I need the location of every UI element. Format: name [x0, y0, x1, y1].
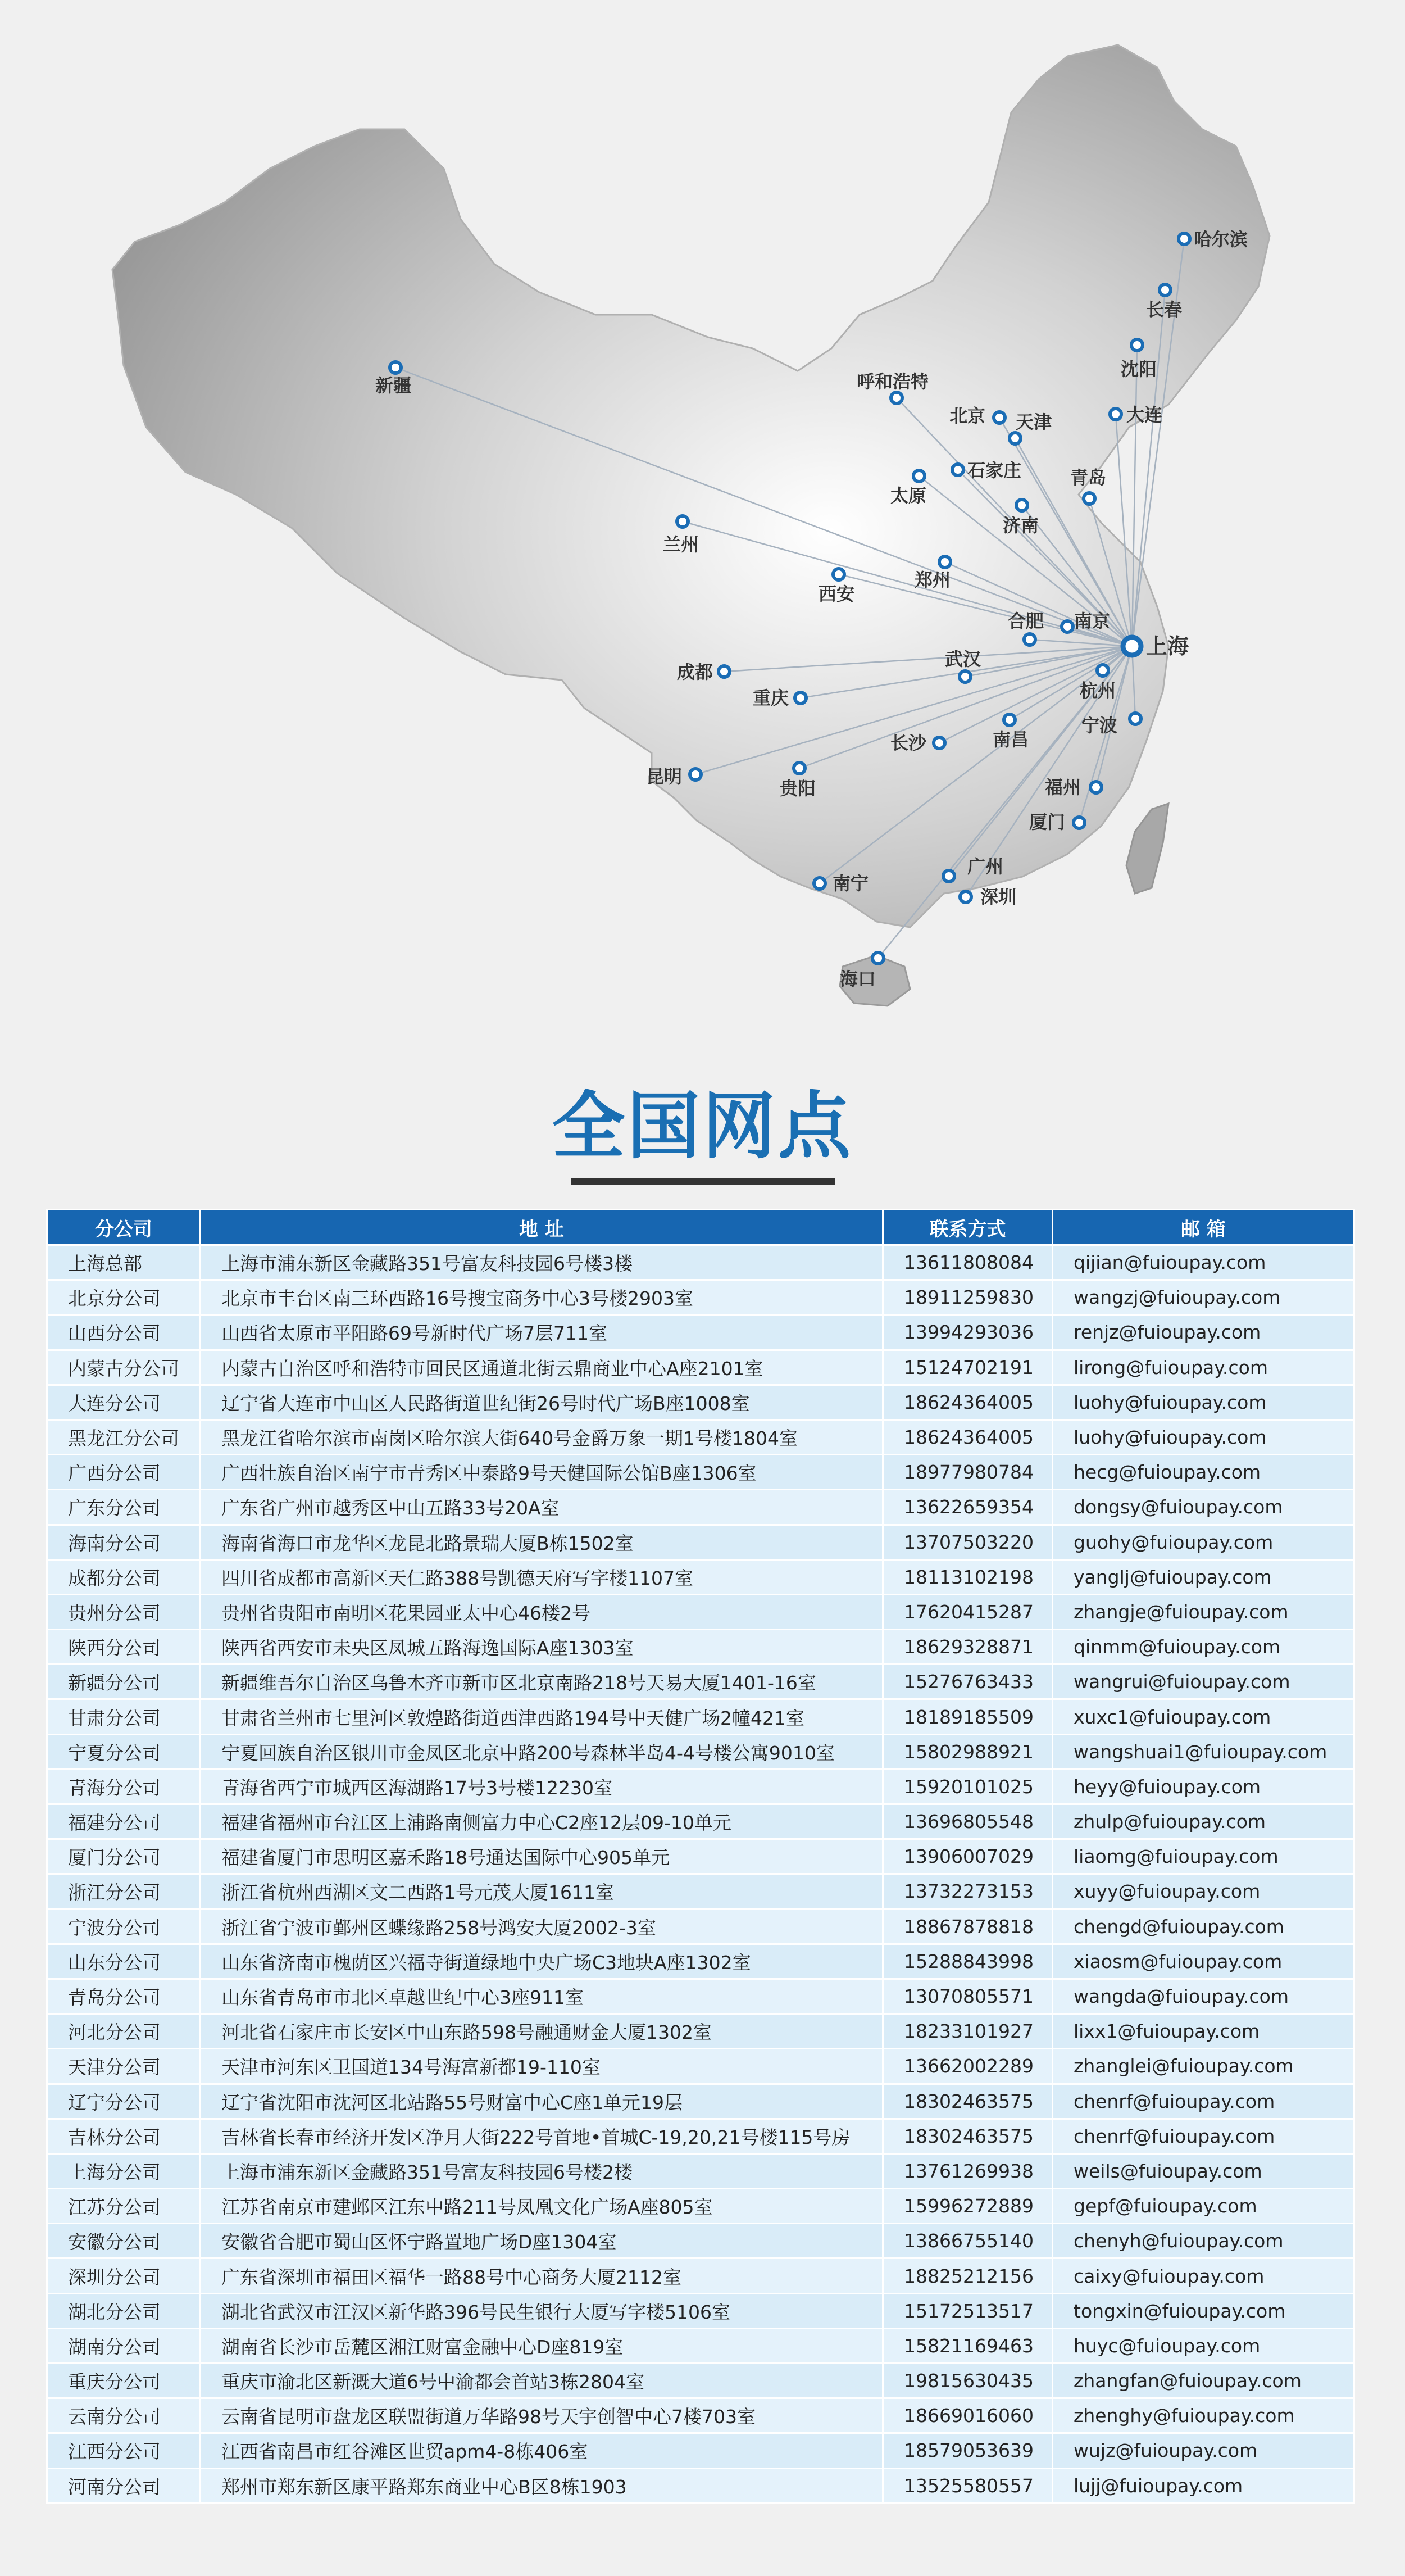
cell-branch: 宁夏分公司	[47, 1734, 201, 1769]
cell-branch: 山东分公司	[47, 1944, 201, 1979]
cell-address: 宁夏回族自治区银川市金凤区北京中路200号森林半岛4-4号楼公寓9010室	[201, 1734, 883, 1769]
cell-email[interactable]: gepf@fuioupay.com	[1053, 2189, 1354, 2224]
cell-address: 江苏省南京市建邺区江东中路211号凤凰文化广场A座805室	[201, 2189, 883, 2224]
cell-address: 新疆维吾尔自治区乌鲁木齐市新市区北京南路218号天易大厦1401-16室	[201, 1665, 883, 1699]
label-guiyang: 贵阳	[780, 778, 816, 799]
table-row	[47, 2224, 1354, 2258]
cell-branch: 黑龙江分公司	[47, 1419, 201, 1454]
cell-branch: 湖北分公司	[47, 2293, 201, 2328]
table-row	[47, 2258, 1354, 2293]
label-shenzhen: 深圳	[980, 886, 1017, 908]
cell-branch: 重庆分公司	[47, 2364, 201, 2398]
header-address: 地 址	[201, 1210, 883, 1245]
cell-branch: 湖南分公司	[47, 2328, 201, 2363]
cell-phone: 18113102198	[883, 1559, 1053, 1594]
cell-branch: 陕西分公司	[47, 1630, 201, 1665]
label-qingdao: 青岛	[1070, 467, 1107, 488]
cell-email[interactable]: luohy@fuioupay.com	[1053, 1385, 1354, 1419]
marker-nanchang[interactable]	[1004, 714, 1015, 725]
label-changchun: 长春	[1146, 299, 1183, 320]
cell-phone: 18579053639	[883, 2433, 1053, 2468]
label-taiyuan: 太原	[890, 485, 927, 506]
cell-address: 福建省福州市台江区上浦路南侧富力中心C2座12层09-10单元	[201, 1804, 883, 1839]
label-harbin: 哈尔滨	[1194, 229, 1248, 250]
table-row	[47, 2328, 1354, 2363]
table-row	[47, 2433, 1354, 2468]
label-dalian: 大连	[1126, 404, 1163, 425]
label-nanchang: 南昌	[993, 729, 1029, 750]
cell-phone: 13707503220	[883, 1525, 1053, 1559]
table-row	[47, 1455, 1354, 1490]
cell-address: 河北省石家庄市长安区中山东路598号融通财金大厦1302室	[201, 2014, 883, 2049]
cell-phone: 15172513517	[883, 2293, 1053, 2328]
cell-email[interactable]: zhangfan@fuioupay.com	[1053, 2364, 1354, 2398]
cell-address: 云南省昆明市盘龙区联盟街道万华路98号天宇创智中心7楼703室	[201, 2398, 883, 2433]
marker-shanghai-hq[interactable]	[1123, 637, 1141, 655]
cell-branch: 江西分公司	[47, 2433, 201, 2468]
cell-email[interactable]: lujj@fuioupay.com	[1053, 2468, 1354, 2503]
cell-phone: 15276763433	[883, 1665, 1053, 1699]
marker-xian[interactable]	[833, 569, 844, 580]
label-chengdu: 成都	[677, 661, 713, 683]
marker-shenyang[interactable]	[1131, 339, 1143, 351]
table-row	[47, 1944, 1354, 1979]
cell-email[interactable]: chenrf@fuioupay.com	[1053, 2119, 1354, 2153]
cell-email[interactable]: guohy@fuioupay.com	[1053, 1525, 1354, 1559]
cell-address: 江西省南昌市红谷滩区世贸apm4-8栋406室	[201, 2433, 883, 2468]
table-row	[47, 1630, 1354, 1665]
cell-email[interactable]: caixy@fuioupay.com	[1053, 2258, 1354, 2293]
cell-address: 辽宁省大连市中山区人民路街道世纪街26号时代广场B座1008室	[201, 1385, 883, 1419]
table-row	[47, 1315, 1354, 1350]
cell-email[interactable]: zhenghy@fuioupay.com	[1053, 2398, 1354, 2433]
cell-branch: 山西分公司	[47, 1315, 201, 1350]
label-beijing: 北京	[949, 405, 986, 427]
table-row	[47, 2189, 1354, 2224]
label-changsha: 长沙	[890, 732, 927, 754]
label-shanghai-hq: 上海	[1146, 634, 1189, 659]
cell-address: 广西壮族自治区南宁市青秀区中泰路9号天健国际公馆B座1306室	[201, 1455, 883, 1490]
cell-address: 黑龙江省哈尔滨市南岗区哈尔滨大街640号金爵万象一期1号楼1804室	[201, 1419, 883, 1454]
cell-email[interactable]: zhanglei@fuioupay.com	[1053, 2049, 1354, 2084]
cell-branch: 辽宁分公司	[47, 2084, 201, 2119]
marker-guangzhou[interactable]	[943, 870, 954, 882]
cell-address: 辽宁省沈阳市沈河区北站路55号财富中心C座1单元19层	[201, 2084, 883, 2119]
cell-address: 山东省济南市槐荫区兴福寺街道绿地中央广场C3地块A座1302室	[201, 1944, 883, 1979]
table-row	[47, 1419, 1354, 1454]
cell-branch: 广东分公司	[47, 1490, 201, 1525]
cell-branch: 天津分公司	[47, 2049, 201, 2084]
cell-email[interactable]: tongxin@fuioupay.com	[1053, 2293, 1354, 2328]
cell-email[interactable]: lirong@fuioupay.com	[1053, 1350, 1354, 1385]
cell-branch: 浙江分公司	[47, 1874, 201, 1909]
table-row	[47, 2364, 1354, 2398]
marker-nanjing[interactable]	[1062, 621, 1073, 632]
cell-email[interactable]: huyc@fuioupay.com	[1053, 2328, 1354, 2363]
cell-address: 安徽省合肥市蜀山区怀宁路置地广场D座1304室	[201, 2224, 883, 2258]
marker-kunming[interactable]	[690, 769, 701, 780]
label-hangzhou: 杭州	[1080, 680, 1116, 701]
cell-branch: 吉林分公司	[47, 2119, 201, 2153]
cell-address: 海南省海口市龙华区龙昆北路景瑞大厦B栋1502室	[201, 1525, 883, 1559]
table-row	[47, 1769, 1354, 1804]
cell-branch: 河南分公司	[47, 2468, 201, 2503]
table-row	[47, 1874, 1354, 1909]
cell-branch: 青岛分公司	[47, 1979, 201, 2013]
page-title: 全国网点	[552, 1083, 853, 1169]
marker-shenzhen[interactable]	[960, 891, 971, 902]
cell-branch: 上海总部	[47, 1245, 201, 1280]
cell-address: 重庆市渝北区新溉大道6号中渝都会首站3栋2804室	[201, 2364, 883, 2398]
cell-phone: 13906007029	[883, 1839, 1053, 1874]
marker-nanning[interactable]	[814, 878, 825, 889]
cell-phone: 13866755140	[883, 2224, 1053, 2258]
cell-phone: 13611808084	[883, 1245, 1053, 1280]
cell-email[interactable]: renjz@fuioupay.com	[1053, 1315, 1354, 1350]
cell-address: 湖北省武汉市江汉区新华路396号民生银行大厦写字楼5106室	[201, 2293, 883, 2328]
cell-address: 浙江省杭州西湖区文二西路1号元茂大厦1611室	[201, 1874, 883, 1909]
cell-address: 上海市浦东新区金藏路351号富友科技园6号楼3楼	[201, 1245, 883, 1280]
branch-table	[46, 1209, 1355, 2504]
cell-phone: 18302463575	[883, 2084, 1053, 2119]
cell-address: 山西省太原市平阳路69号新时代广场7层711室	[201, 1315, 883, 1350]
label-nanning: 南宁	[833, 873, 869, 894]
cell-branch: 大连分公司	[47, 1385, 201, 1419]
marker-chongqing[interactable]	[795, 692, 806, 704]
marker-harbin[interactable]	[1179, 233, 1190, 244]
cell-phone: 18624364005	[883, 1385, 1053, 1419]
cell-branch: 厦门分公司	[47, 1839, 201, 1874]
cell-branch: 北京分公司	[47, 1280, 201, 1315]
table-row	[47, 2084, 1354, 2119]
label-shenyang: 沈阳	[1121, 359, 1157, 380]
cell-phone: 18629328871	[883, 1630, 1053, 1665]
label-tianjin: 天津	[1016, 411, 1052, 433]
cell-phone: 15802988921	[883, 1734, 1053, 1769]
cell-phone: 13622659354	[883, 1490, 1053, 1525]
marker-beijing[interactable]	[994, 412, 1005, 423]
table-row	[47, 1734, 1354, 1769]
cell-address: 天津市河东区卫国道134号海富新都19-110室	[201, 2049, 883, 2084]
cell-email[interactable]: zhulp@fuioupay.com	[1053, 1804, 1354, 1839]
label-kunming: 昆明	[646, 766, 683, 787]
table-row	[47, 1979, 1354, 2013]
marker-hohhot[interactable]	[891, 392, 902, 403]
label-fuzhou: 福州	[1045, 777, 1081, 798]
cell-branch: 江苏分公司	[47, 2189, 201, 2224]
label-hefei: 合肥	[1008, 610, 1044, 632]
cell-branch: 福建分公司	[47, 1804, 201, 1839]
table-row	[47, 1490, 1354, 1525]
table-row	[47, 1665, 1354, 1699]
cell-address: 吉林省长春市经济开发区净月大街222号首地•首城C-19,20,21号楼115号房	[201, 2119, 883, 2153]
cell-phone: 18911259830	[883, 1280, 1053, 1315]
cell-address: 郑州市郑东新区康平路郑东商业中心B区8栋1903	[201, 2468, 883, 2503]
marker-shijiazhuang[interactable]	[952, 464, 963, 475]
cell-email[interactable]: xuyy@fuioupay.com	[1053, 1874, 1354, 1909]
cell-phone: 13761269938	[883, 2153, 1053, 2188]
cell-phone: 18977980784	[883, 1455, 1053, 1490]
cell-branch: 成都分公司	[47, 1559, 201, 1594]
cell-phone: 13070805571	[883, 1979, 1053, 2013]
label-haikou: 海口	[840, 968, 876, 990]
table-row	[47, 1909, 1354, 1944]
marker-chengdu[interactable]	[719, 666, 730, 677]
table-row	[47, 2468, 1354, 2503]
cell-email[interactable]: yanglj@fuioupay.com	[1053, 1559, 1354, 1594]
cell-address: 北京市丰台区南三环西路16号搜宝商务中心3号楼2903室	[201, 1280, 883, 1315]
header-email: 邮 箱	[1053, 1210, 1354, 1245]
cell-email[interactable]: qijian@fuioupay.com	[1053, 1245, 1354, 1280]
cell-email[interactable]: xuxc1@fuioupay.com	[1053, 1699, 1354, 1734]
table-row	[47, 1559, 1354, 1594]
cell-phone: 15124702191	[883, 1350, 1053, 1385]
cell-email[interactable]: liaomg@fuioupay.com	[1053, 1839, 1354, 1874]
cell-branch: 云南分公司	[47, 2398, 201, 2433]
china-map-graphic	[0, 0, 1405, 1056]
label-lanzhou: 兰州	[663, 534, 699, 555]
cell-address: 贵州省贵阳市南明区花果园亚太中心46楼2号	[201, 1594, 883, 1629]
cell-email[interactable]: hecg@fuioupay.com	[1053, 1455, 1354, 1490]
label-xiamen: 厦门	[1029, 811, 1066, 833]
marker-tianjin[interactable]	[1010, 433, 1021, 444]
marker-hangzhou[interactable]	[1097, 665, 1108, 676]
cell-phone: 13662002289	[883, 2049, 1053, 2084]
cell-phone: 13732273153	[883, 1874, 1053, 1909]
cell-address: 青海省西宁市城西区海湖路17号3号楼12230室	[201, 1769, 883, 1804]
cell-phone: 13994293036	[883, 1315, 1053, 1350]
title-underline	[571, 1178, 835, 1185]
table-row	[47, 1525, 1354, 1559]
cell-phone: 15821169463	[883, 2328, 1053, 2363]
cell-branch: 海南分公司	[47, 1525, 201, 1559]
cell-email[interactable]: wujz@fuioupay.com	[1053, 2433, 1354, 2468]
marker-taiyuan[interactable]	[913, 470, 925, 482]
cell-branch: 贵州分公司	[47, 1594, 201, 1629]
cell-branch: 甘肃分公司	[47, 1699, 201, 1734]
table-row	[47, 1280, 1354, 1315]
cell-phone: 18669016060	[883, 2398, 1053, 2433]
cell-address: 广东省广州市越秀区中山五路33号20A室	[201, 1490, 883, 1525]
cell-email[interactable]: wangda@fuioupay.com	[1053, 1979, 1354, 2013]
cell-phone: 15288843998	[883, 1944, 1053, 1979]
cell-branch: 安徽分公司	[47, 2224, 201, 2258]
cell-address: 广东省深圳市福田区福华一路88号中心商务大厦2112室	[201, 2258, 883, 2293]
cell-phone: 15996272889	[883, 2189, 1053, 2224]
marker-xinjiang[interactable]	[390, 362, 401, 373]
cell-email[interactable]: chenyh@fuioupay.com	[1053, 2224, 1354, 2258]
cell-phone: 18867878818	[883, 1909, 1053, 1944]
label-zhengzhou: 郑州	[915, 569, 951, 591]
cell-phone: 18233101927	[883, 2014, 1053, 2049]
cell-address: 福建省厦门市思明区嘉禾路18号通达国际中心905单元	[201, 1839, 883, 1874]
cell-address: 上海市浦东新区金藏路351号富友科技园6号楼2楼	[201, 2153, 883, 2188]
table-row	[47, 1350, 1354, 1385]
header-phone: 联系方式	[883, 1210, 1053, 1245]
cell-branch: 新疆分公司	[47, 1665, 201, 1699]
cell-phone: 18189185509	[883, 1699, 1053, 1734]
label-xinjiang: 新疆	[375, 375, 412, 396]
cell-email[interactable]: lixx1@fuioupay.com	[1053, 2014, 1354, 2049]
marker-fuzhou[interactable]	[1090, 782, 1102, 793]
title-block	[0, 1068, 1405, 1185]
table-row	[47, 1804, 1354, 1839]
taiwan-island-shape	[1126, 804, 1168, 894]
cell-phone: 17620415287	[883, 1594, 1053, 1629]
table-row	[47, 1699, 1354, 1734]
cell-phone: 19815630435	[883, 2364, 1053, 2398]
cell-phone: 13525580557	[883, 2468, 1053, 2503]
cell-address: 内蒙古自治区呼和浩特市回民区通道北街云鼎商业中心A座2101室	[201, 1350, 883, 1385]
cell-branch: 青海分公司	[47, 1769, 201, 1804]
label-nanjing: 南京	[1074, 610, 1111, 632]
cell-phone: 15920101025	[883, 1769, 1053, 1804]
marker-changsha[interactable]	[934, 737, 945, 749]
cell-branch: 宁波分公司	[47, 1909, 201, 1944]
table-row	[47, 1594, 1354, 1629]
cell-address: 陕西省西安市未央区凤城五路海逸国际A座1303室	[201, 1630, 883, 1665]
marker-dalian[interactable]	[1110, 409, 1121, 420]
cell-address: 浙江省宁波市鄞州区蝶缘路258号鸿安大厦2002-3室	[201, 1909, 883, 1944]
table-row	[47, 2293, 1354, 2328]
table-row	[47, 2119, 1354, 2153]
marker-zhengzhou[interactable]	[939, 556, 951, 568]
cell-address: 湖南省长沙市岳麓区湘江财富金融中心D座819室	[201, 2328, 883, 2363]
cell-email[interactable]: qinmm@fuioupay.com	[1053, 1630, 1354, 1665]
table-row	[47, 1839, 1354, 1874]
table-header-row	[47, 1210, 1354, 1245]
table-body	[47, 1245, 1354, 2504]
marker-changchun[interactable]	[1160, 284, 1171, 296]
cell-email[interactable]: zhangje@fuioupay.com	[1053, 1594, 1354, 1629]
marker-lanzhou[interactable]	[677, 516, 688, 527]
cell-branch: 河北分公司	[47, 2014, 201, 2049]
table-row	[47, 2153, 1354, 2188]
label-hohhot: 呼和浩特	[857, 371, 929, 392]
label-shijiazhuang: 石家庄	[967, 460, 1022, 481]
cell-branch: 内蒙古分公司	[47, 1350, 201, 1385]
marker-haikou[interactable]	[872, 953, 884, 964]
cell-address: 四川省成都市高新区天仁路388号凯德天府写字楼1107室	[201, 1559, 883, 1594]
china-branch-map	[0, 0, 1405, 1056]
label-ningbo: 宁波	[1081, 715, 1118, 736]
cell-phone: 18302463575	[883, 2119, 1053, 2153]
marker-wuhan[interactable]	[960, 671, 971, 682]
cell-email[interactable]: chengd@fuioupay.com	[1053, 1909, 1354, 1944]
marker-qingdao[interactable]	[1084, 493, 1095, 504]
header-branch: 分公司	[47, 1210, 201, 1245]
table-row	[47, 2014, 1354, 2049]
cell-email[interactable]: luohy@fuioupay.com	[1053, 1419, 1354, 1454]
cell-email[interactable]: chenrf@fuioupay.com	[1053, 2084, 1354, 2119]
cell-email[interactable]: heyy@fuioupay.com	[1053, 1769, 1354, 1804]
cell-email[interactable]: weils@fuioupay.com	[1053, 2153, 1354, 2188]
marker-xiamen[interactable]	[1074, 817, 1085, 828]
cell-phone: 13696805548	[883, 1804, 1053, 1839]
cell-branch: 广西分公司	[47, 1455, 201, 1490]
marker-ningbo[interactable]	[1130, 713, 1141, 724]
cell-phone: 18624364005	[883, 1419, 1053, 1454]
table-row	[47, 1245, 1354, 1280]
cell-email[interactable]: wangrui@fuioupay.com	[1053, 1665, 1354, 1699]
cell-branch: 深圳分公司	[47, 2258, 201, 2293]
cell-phone: 18825212156	[883, 2258, 1053, 2293]
label-xian: 西安	[819, 583, 855, 605]
marker-guiyang[interactable]	[794, 763, 805, 774]
cell-email[interactable]: wangzj@fuioupay.com	[1053, 1280, 1354, 1315]
marker-jinan[interactable]	[1016, 500, 1027, 511]
marker-hefei[interactable]	[1024, 634, 1035, 645]
label-chongqing: 重庆	[753, 687, 789, 709]
table-row	[47, 1385, 1354, 1419]
label-jinan: 济南	[1003, 515, 1039, 536]
table-row	[47, 2398, 1354, 2433]
cell-address: 山东省青岛市市北区卓越世纪中心3座911室	[201, 1979, 883, 2013]
cell-email[interactable]: dongsy@fuioupay.com	[1053, 1490, 1354, 1525]
label-guangzhou: 广州	[967, 856, 1004, 877]
label-wuhan: 武汉	[945, 648, 981, 670]
cell-branch: 上海分公司	[47, 2153, 201, 2188]
cell-address: 甘肃省兰州市七里河区敦煌路街道西津西路194号中天健广场2幢421室	[201, 1699, 883, 1734]
cell-email[interactable]: xiaosm@fuioupay.com	[1053, 1944, 1354, 1979]
cell-email[interactable]: wangshuai1@fuioupay.com	[1053, 1734, 1354, 1769]
table-row	[47, 2049, 1354, 2084]
